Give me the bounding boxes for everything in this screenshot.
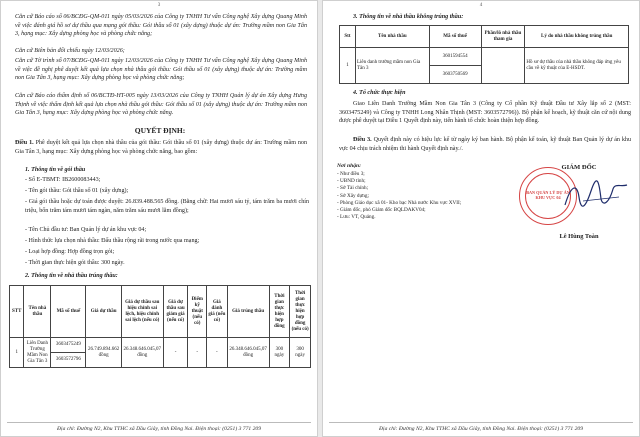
signer-name: Lê Hùng Toàn: [559, 233, 599, 240]
item-e-tbmt: - Số E-TBMT: IB2600083443;: [25, 177, 101, 183]
cell-gia-hieu-chinh: 26.348.646.045,07 đồng: [121, 338, 163, 368]
page-number: 4: [479, 3, 483, 8]
th-stt: Stt: [340, 26, 356, 48]
page-footer: Địa chỉ: Đường N2, Khu TTHC xã Dầu Giây, tỉnh Đồng Nai. Điện thoại: (0251) 3 771 209: [329, 422, 633, 432]
cell-mst-2: 3603572796: [51, 353, 86, 368]
document-page-right: [322, 0, 640, 437]
cell-mst-2: 3603750569: [429, 66, 481, 84]
noi-nhan-list: [337, 171, 507, 221]
list-item: - Như điều 3;: [337, 171, 365, 177]
dieu-1-text: Phê duyệt kết quả lựa chọn nhà thầu của gói thầu: Gói thầu số 01 (xây dựng) thuộc dự án: Trường mầm non Gia Tân 3, hạng mục: Xây dựng phòng học và phòng chức năng, bao gồm:: [15, 140, 307, 155]
winning-contractor-table: [9, 285, 311, 368]
section-2-title: 2. Thông tin về nhà thầu trúng thầu:: [25, 273, 118, 279]
cell-mst-1: 3603475249: [51, 338, 86, 353]
document-page-left: [0, 0, 318, 437]
list-item: - Giám đốc, phó Giám đốc BQLDAKV04;: [337, 207, 426, 214]
th-gia-trung-thau: Giá trúng thầu: [227, 286, 269, 338]
cell-ten: Liên danh trường mầm non Gia Tân 3: [355, 48, 429, 84]
item-ten-goi-thau: - Tên gói thầu: Gói thầu số 01 (xây dựng);: [25, 188, 129, 194]
cell-gia-trung-thau: 26.348.646.045,07 đồng: [227, 338, 269, 368]
cell-gia-du-thau: 26.749.894.662 đồng: [86, 338, 121, 368]
th-giam-gia: Giá dự thầu sau giảm giá (nếu có): [163, 286, 188, 338]
can-cu-4: Căn cứ Báo cáo thẩm định số 06/BCTĐ-HT-005 ngày 13/03/2026 của Công ty TNHH Quản lý dự án Xây dựng Hưng Thịnh về việc thẩm định kết quả lựa chọn nhà thầu gói thầu: Gói thầu số 01 (xây dựng) thuộc dự án: Trường mầm non Gia Tân 3, hạng mục: Xây dựng phòng học và phòng chức năng.: [15, 93, 307, 116]
th-stt: STT: [10, 286, 24, 338]
th-thoi-gian-2: Thời gian thực hiện hợp đồng (nếu có): [290, 286, 311, 338]
section-4-text: Giao Liên Danh Trường Mầm Non Gia Tân 3 (Công ty Cổ phần Kỹ thuật Đầu tư Xây lắp số 2 (MST: 3603475249) và Công ty TNHH Long Nhân Thịnh (MST: 3603572796)). Bộ phận kế hoạch, kỹ thuật căn cứ nội dung được phê duyệt tại Điều 1 Quyết định này, tiến hành tổ chức hoàn thiện hợp đồng.: [339, 101, 631, 124]
item-chu-dau-tu: - Tên Chủ đầu tư: Ban Quản lý dự án khu vực 04;: [25, 227, 147, 233]
dieu-3-label: Điều 3.: [353, 137, 372, 143]
table-row: [10, 338, 311, 353]
cell-ten: Liên Danh Trường Mầm Non Gia Tân 3: [24, 338, 51, 368]
list-item: - Phòng Giáo dục xã 01- Kho bạc Nhà nước Khu vực XVII;: [337, 199, 462, 206]
cell-gia-danh-gia: -: [207, 338, 228, 368]
cell-ly-do: Hồ sơ dự thầu của nhà thầu không đáp ứng yêu cầu về kỹ thuật của E-HSDT.: [525, 48, 629, 84]
th-thoi-gian-1: Thời gian thực hiện hợp đồng: [269, 286, 290, 338]
page-number: 3: [157, 3, 161, 8]
item-gia-goi-thau: - Giá gói thầu hoặc dự toán được duyệt: 26.839.488.565 đồng. (Bằng chữ: Hai mươi sáu tỷ, tám trăm ba mươi chín triệu, bốn trăm tám mươi tám ngàn, năm trăm sáu mươi lăm đồng);: [25, 199, 309, 214]
th-mst: Mã số thuế: [429, 26, 481, 48]
list-item: - Lưu: VT, Quảng.: [337, 214, 376, 221]
can-cu-3: Căn cứ Tờ trình số 07/BCĐG-QM-011 ngày 12/03/2026 của Công ty TNHH Tư vấn Công nghệ Xây dựng Quang Minh về việc đề nghị phê duyệt kết quả lựa chọn nhà thầu gói thầu: Gói thầu số 01 (xây dựng) thuộc dự án: Trường mầm non Gia Tân 3, hạng mục: Xây dựng phòng học và phòng chức năng;: [15, 58, 307, 81]
cell-mst-1: 3601594554: [429, 48, 481, 66]
th-ten: Tên nhà thầu: [24, 286, 51, 338]
dieu-3: [339, 136, 631, 153]
losing-contractor-table: [339, 25, 629, 84]
dieu-1-label: Điều 1.: [15, 140, 34, 146]
th-mst: Mã số thuế: [51, 286, 86, 338]
stamp-text: BAN QUẢN LÝ DỰ ÁN KHU VỰC 04: [526, 190, 570, 200]
can-cu-2: Căn cứ Biên bản đối chiếu ngày 12/03/2026;: [15, 48, 125, 54]
cell-thoi-gian-2: 300 ngày: [290, 338, 311, 368]
table-row: [340, 48, 629, 66]
item-hinh-thuc: - Hình thức lựa chọn nhà thầu: Đấu thầu rộng rãi trong nước qua mạng;: [25, 238, 200, 244]
th-gia-hieu-chinh: Giá dự thầu sau hiệu chỉnh sai lệch, hiệu chỉnh sai lệch (nếu có): [121, 286, 163, 338]
item-thoi-gian: - Thời gian thực hiện gói thầu: 300 ngày.: [25, 260, 125, 266]
cell-diem-ky-thuat: -: [188, 338, 207, 368]
dieu-1: [15, 139, 307, 156]
can-cu-1: Căn cứ Báo cáo số 06/BCĐG-QM-011 ngày 05/03/2026 của Công ty TNHH Tư vấn Công nghệ Xây dựng Quang Minh về việc đánh giá hồ sơ dự thầu qua mạng gói thầu: Gói thầu số 01 (xây dựng) thuộc dự án: Trường mầm non Gia Tân 3, hạng mục: Xây dựng phòng học và phòng chức năng;: [15, 14, 307, 37]
dieu-3-text: Quyết định này có hiệu lực kể từ ngày ký ban hành. Bộ phận kế toán, kỹ thuật Ban Quản lý dự án khu vực 04 chịu trách nhiệm thi hành Quyết định này./.: [339, 137, 632, 152]
cell-phan-lo: [481, 48, 525, 84]
page-footer: Địa chỉ: Đường N2, Khu TTHC xã Dầu Giây, tỉnh Đồng Nai. Điện thoại: (0251) 3 771 209: [7, 422, 311, 432]
th-ten: Tên nhà thầu: [355, 26, 429, 48]
list-item: - Sở Xây dựng;: [337, 192, 369, 199]
th-ly-do: Lý do nhà thầu không trúng thầu: [525, 26, 629, 48]
giam-doc-title: GIÁM ĐỐC: [561, 164, 597, 171]
th-phan-lo: Phần/lô nhà thầu tham gia: [481, 26, 525, 48]
section-1-title: 1. Thông tin về gói thầu: [25, 167, 86, 173]
signature-icon: [561, 175, 631, 215]
item-loai-hop-dong: - Loại hợp đồng: Hợp đồng trọn gói;: [25, 249, 115, 255]
section-3-title: 3. Thông tin về nhà thầu không trúng thầu:: [353, 14, 464, 20]
list-item: - UBND tỉnh;: [337, 178, 366, 185]
section-4-title: 4. Tổ chức thực hiện: [353, 90, 406, 96]
cell-thoi-gian-1: 300 ngày: [269, 338, 290, 368]
th-diem-ky-thuat: Điểm kỹ thuật (nếu có): [188, 286, 207, 338]
cell-stt: 1: [10, 338, 24, 368]
cell-stt: 1: [340, 48, 356, 84]
cell-giam-gia: -: [163, 338, 188, 368]
th-gia-du-thau: Giá dự thầu: [86, 286, 121, 338]
noi-nhan-label: Nơi nhận:: [337, 163, 361, 169]
th-gia-danh-gia: Giá đánh giá (nếu có): [207, 286, 228, 338]
list-item: - Sở Tài chính;: [337, 185, 369, 192]
decision-heading: QUYẾT ĐỊNH:: [134, 126, 186, 135]
